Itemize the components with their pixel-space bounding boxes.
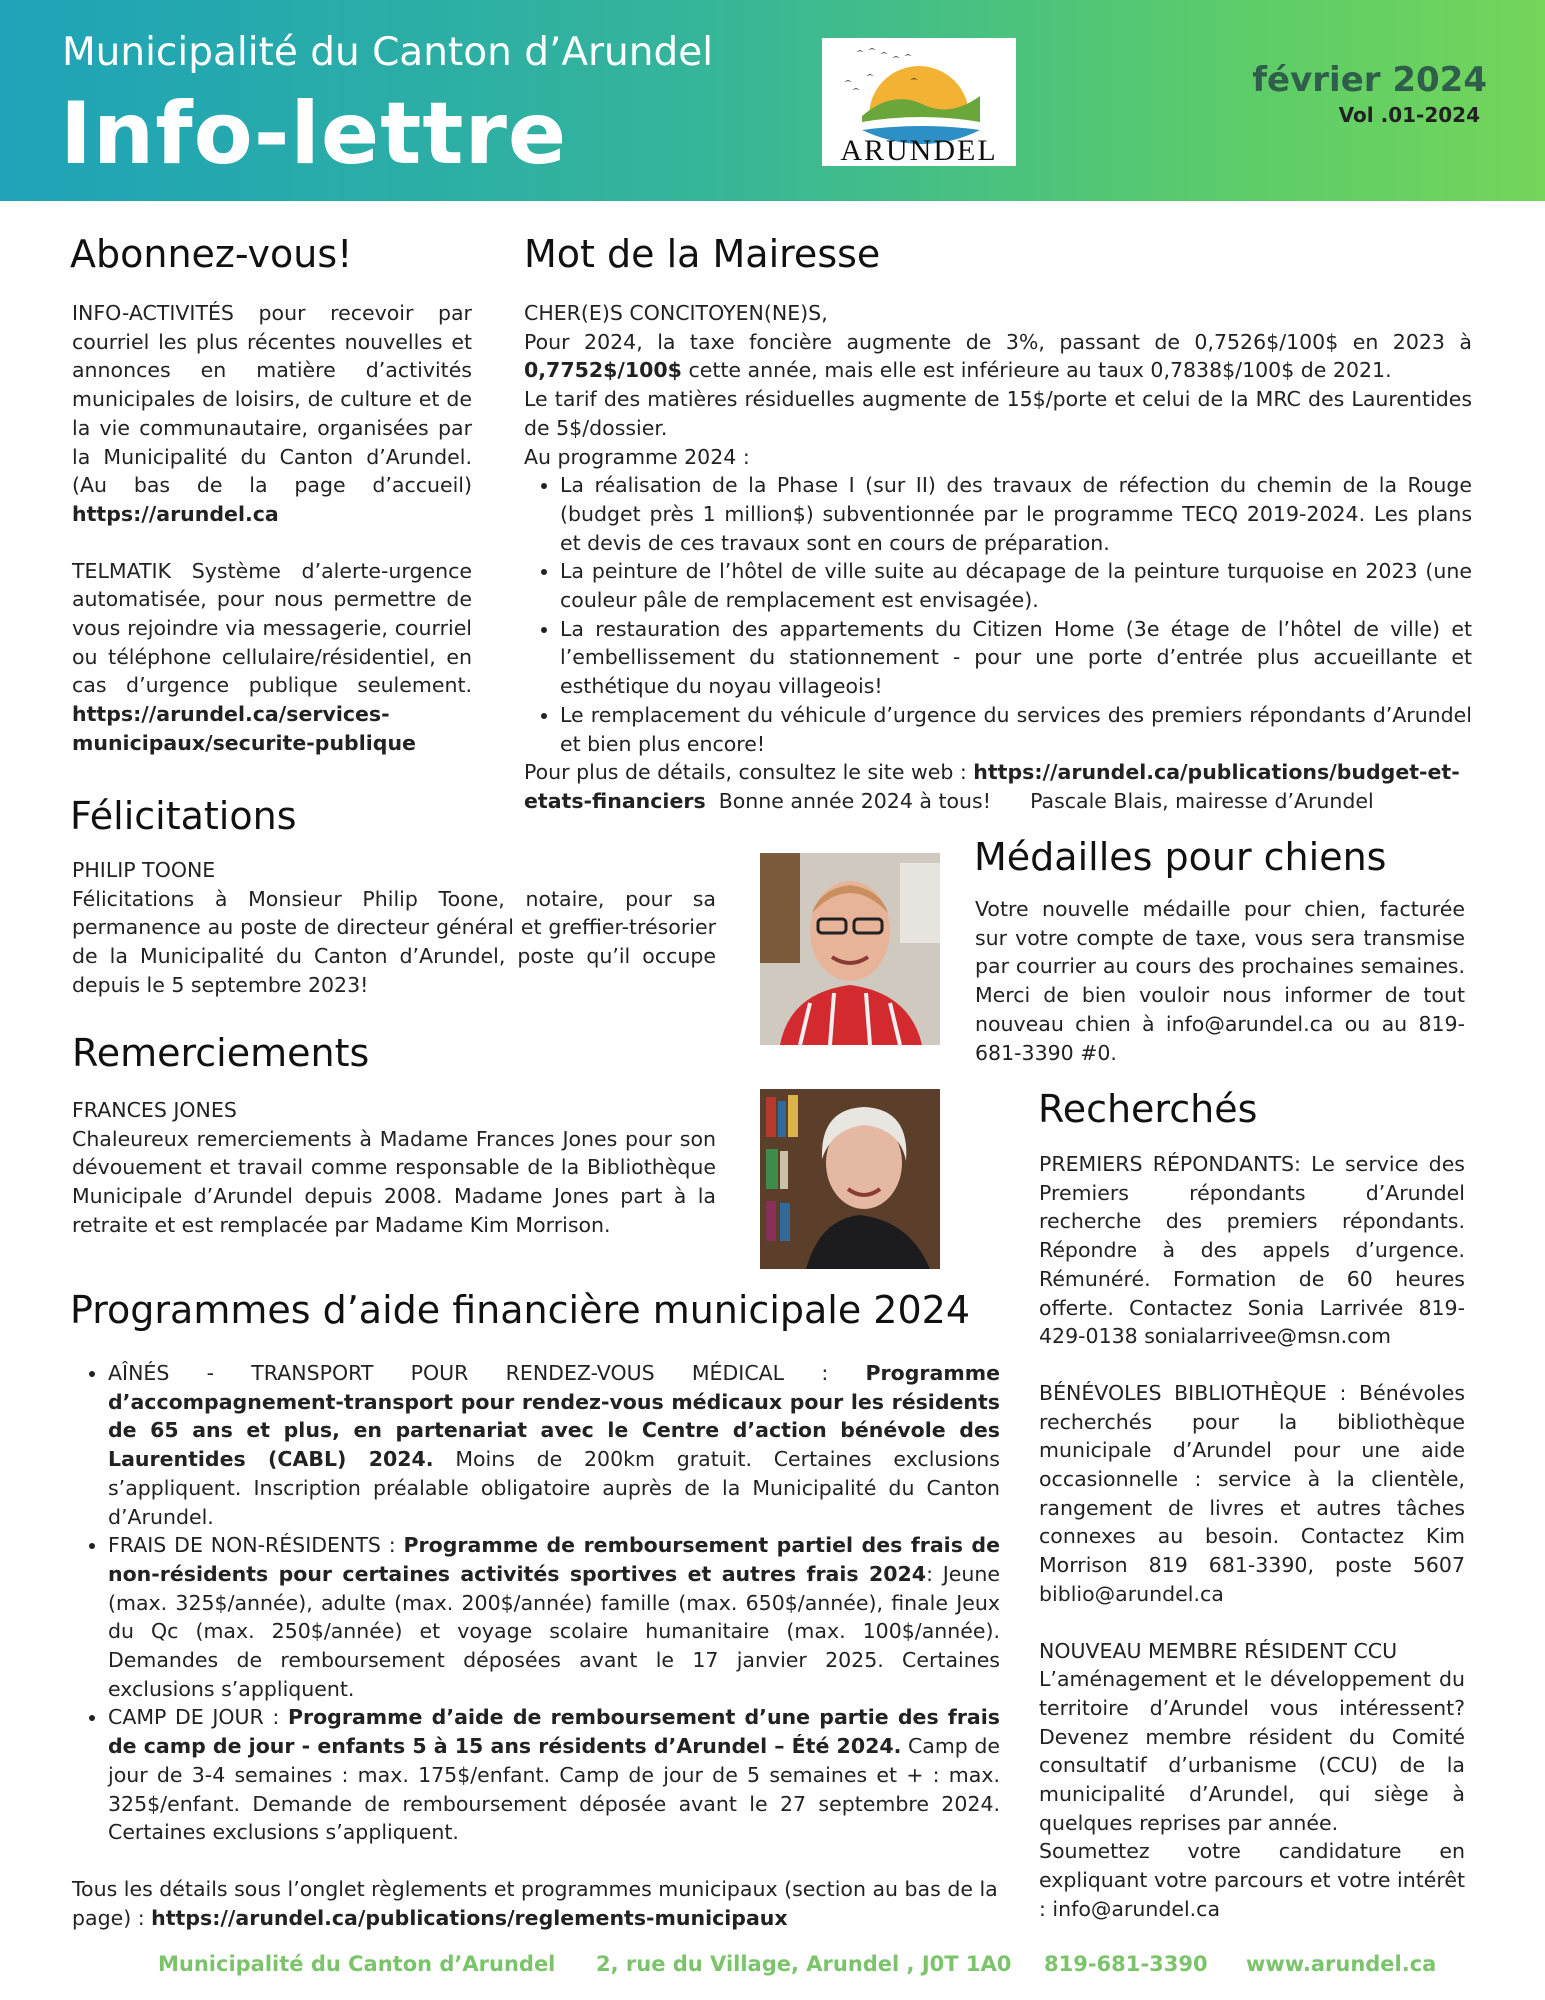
mayor-heading: Mot de la Mairesse bbox=[524, 232, 881, 276]
footer-website[interactable]: www.arundel.ca bbox=[1246, 1952, 1437, 1976]
mayor-residual-paragraph: Le tarif des matières résiduelles augmente de 15$/porte et celui de la MRC des Laurentides de 5$/dossier. bbox=[524, 387, 1472, 440]
logo-text: ARUNDEL bbox=[840, 134, 998, 166]
securite-publique-link[interactable]: https://arundel.ca/services-municipaux/securite-publique bbox=[72, 702, 416, 755]
congrats-section bbox=[72, 856, 716, 1000]
list-item: • La réalisation de la Phase I (sur II) des travaux de réfection du chemin de la Rouge (budget près 1 million$) subventionnée par le programme TECQ 2019-2024. Les plans et devis de ces travaux sont en cours de préparation. bbox=[560, 471, 1472, 557]
congrats-name: PHILIP TOONE bbox=[72, 858, 216, 882]
dogs-heading: Médailles pour chiens bbox=[974, 835, 1387, 879]
programs-section bbox=[72, 1359, 1000, 1932]
programs-heading: Programmes d’aide financière municipale 2024 bbox=[70, 1288, 971, 1332]
newsletter-title: Info-lettre bbox=[60, 84, 568, 184]
arundel-logo bbox=[822, 38, 1016, 166]
thanks-heading: Remerciements bbox=[72, 1031, 370, 1075]
list-item: • CAMP DE JOUR : Programme d’aide de remboursement d’une partie des frais de camp de jour - enfants 5 à 15 ans résidents d’Arundel – Été 2024. Camp de jour de 3-4 semaines : max. 175$/enfant. Camp de jour de 5 semaines et + : max. 325$/enfant. Demande de remboursement déposée avant le 27 septembre 2024. Certaines exclusions s’appliquent. bbox=[108, 1703, 1000, 1847]
list-item: • Le remplacement du véhicule d’urgence du services des premiers répondants d’Arundel et bien plus encore! bbox=[560, 701, 1472, 758]
library-volunteers-paragraph: BÉNÉVOLES BIBLIOTHÈQUE : Bénévoles recherchés pour la bibliothèque municipale d’Arundel pour une aide occasionnelle : service à la clientèle, rangement de livres et autres tâches connexes au besoin. Contactez Kim Morrison 819 681-3390, poste 5607 biblio@arundel.ca bbox=[1039, 1380, 1466, 1606]
mayor-section bbox=[524, 299, 1472, 816]
programs-note: Tous les détails sous l’onglet règlements et programmes municipaux (section au bas de la page) : https://arundel.ca/publications/reglements-municipaux bbox=[72, 1876, 998, 1930]
congrats-heading: Félicitations bbox=[70, 794, 297, 838]
subscribe-section bbox=[72, 299, 472, 758]
footer-address: 2, rue du Village, Arundel , J0T 1A0 bbox=[596, 1952, 1012, 1976]
list-item: • La restauration des appartements du Citizen Home (3e étage de l’hôtel de ville) et l’embellissement du stationnement - pour une porte d’entrée plus accueillante et esthétique du noyau villageois! bbox=[560, 615, 1472, 701]
info-activites-paragraph: INFO-ACTIVITÉS pour recevoir par courriel les plus récentes nouvelles et annonces en matière d’activités municipales de loisirs, de culture et de la vie communautaire, organisées par la Municipalité du Canton d’Arundel. (Au bas de la page d’accueil) https://arundel.ca bbox=[72, 301, 472, 526]
ccu-apply-text: Soumettez votre candidature en expliquant votre parcours et votre intérêt : info@arundel.ca bbox=[1039, 1839, 1465, 1921]
footer-phone: 819-681-3390 bbox=[1044, 1952, 1208, 1976]
logo-icon bbox=[822, 38, 1016, 166]
first-responders-paragraph: PREMIERS RÉPONDANTS: Le service des Premiers répondants d’Arundel recherche des premiers répondants. Répondre à des appels d’urgence. Rémunéré. Formation de 60 heures offerte. Contactez Sonia Larrivée 819-429-0138 sonialarrivee@msn.com bbox=[1039, 1152, 1465, 1349]
wanted-heading: Recherchés bbox=[1038, 1087, 1258, 1131]
first-responders-label: PREMIERS RÉPONDANTS: bbox=[1039, 1152, 1301, 1176]
arundel-link[interactable]: https://arundel.ca bbox=[72, 501, 279, 526]
budget-link[interactable]: https://arundel.ca/publications/budget-et-etats-financiers bbox=[524, 760, 1460, 813]
thanks-section bbox=[72, 1096, 716, 1240]
header-banner bbox=[0, 0, 1545, 201]
frances-jones-photo bbox=[760, 1089, 940, 1269]
mayor-program-intro: Au programme 2024 : bbox=[524, 444, 750, 469]
telmatik-label: TELMATIK bbox=[72, 558, 172, 583]
wanted-section bbox=[1039, 1150, 1465, 1924]
list-item: • FRAIS DE NON-RÉSIDENTS : Programme de remboursement partiel des frais de non-résidents pour certaines activités sportives et autres frais 2024: Jeune (max. 325$/année), adulte (max. 200$/année) famille (max. 650$/année), finale Jeux du Qc (max. 250$/année) et voyage scolaire humanitaire (max. 100$/année). Demandes de remboursement déposées avant le 17 janvier 2025. Certaines exclusions s’appliquent. bbox=[108, 1531, 1000, 1703]
library-volunteers-label: BÉNÉVOLES BIBLIOTHÈQUE bbox=[1039, 1380, 1327, 1405]
dogs-section bbox=[975, 895, 1465, 1067]
programs-list bbox=[72, 1359, 1000, 1847]
subscribe-heading: Abonnez-vous! bbox=[70, 232, 353, 276]
mayor-program-list bbox=[524, 471, 1472, 758]
thanks-text: Chaleureux remerciements à Madame Frances Jones pour son dévouement et travail comme responsable de la Bibliothèque Municipale d’Arundel depuis 2008. Madame Jones part à la retraite et est remplacée par Madame Kim Morrison. bbox=[72, 1126, 716, 1237]
info-activites-label: INFO-ACTIVITÉS bbox=[72, 301, 234, 325]
mayor-signature: Pascale Blais, mairesse d’Arundel bbox=[1030, 788, 1374, 813]
reglements-link[interactable]: https://arundel.ca/publications/reglements-municipaux bbox=[151, 1905, 788, 1930]
ccu-label: NOUVEAU MEMBRE RÉSIDENT CCU bbox=[1039, 1638, 1398, 1663]
list-item: • La peinture de l’hôtel de ville suite au décapage de la peinture turquoise en 2023 (une couleur pâle de remplacement est envisagée). bbox=[560, 557, 1472, 614]
dogs-text: Votre nouvelle médaille pour chien, facturée sur votre compte de taxe, vous sera transmise par courrier au cours des prochaines semaines. Merci de bien vouloir nous informer de tout nouveau chien à info@arundel.ca ou au 819-681-3390 #0. bbox=[975, 897, 1465, 1065]
footer-name: Municipalité du Canton d’Arundel bbox=[158, 1952, 556, 1976]
issue-volume: Vol .01-2024 bbox=[1338, 103, 1480, 127]
mayor-salutation: CHER(E)S CONCITOYEN(NE)S, bbox=[524, 301, 828, 325]
thanks-name: FRANCES JONES bbox=[72, 1098, 237, 1122]
telmatik-paragraph: TELMATIK Système d’alerte-urgence automatisée, pour nous permettre de vous rejoindre via messagerie, courriel ou téléphone cellulaire/résidentiel, en cas d’urgence publique seulement. https://arundel.ca/services-municipaux/securite-publique bbox=[72, 558, 472, 755]
ccu-text: L’aménagement et le développement du territoire d’Arundel vous intéressent? Devenez membre résident du Comité consultatif d’urbanisme (CCU) de la municipalité d’Arundel, qui siège à quelques reprises par année. bbox=[1039, 1667, 1465, 1835]
portrait-man-icon bbox=[760, 853, 940, 1045]
portrait-woman-icon bbox=[760, 1089, 940, 1269]
congrats-text: Félicitations à Monsieur Philip Toone, notaire, pour sa permanence au poste de directeur général et greffier-trésorier de la Municipalité du Canton d’Arundel, poste qu’il occupe depuis le 5 septembre 2023! bbox=[72, 886, 716, 997]
philip-toone-photo bbox=[760, 853, 940, 1045]
list-item: • AÎNÉS - TRANSPORT POUR RENDEZ-VOUS MÉDICAL : Programme d’accompagnement-transport pour rendez-vous médicaux pour les résidents de 65 ans et plus, en partenariat avec le Centre d’action bénévole des Laurentides (CABL) 2024. Moins de 200km gratuit. Certaines exclusions s’appliquent. Inscription préalable obligatoire auprès de la Municipalité du Canton d’Arundel. bbox=[108, 1359, 1000, 1531]
mayor-tax-paragraph: Pour 2024, la taxe foncière augmente de 3%, passant de 0,7526$/100$ en 2023 à 0,7752$/100$ cette année, mais elle est inférieure au taux 0,7838$/100$ de 2021. bbox=[524, 329, 1472, 383]
mayor-closing: Pour plus de détails, consultez le site web : https://arundel.ca/publications/budget-et-etats-financiers Bonne année 2024 à tous! Pascale Blais, mairesse d’Arundel bbox=[524, 760, 1460, 813]
issue-month: février 2024 bbox=[1252, 60, 1487, 100]
municipality-name: Municipalité du Canton d’Arundel bbox=[62, 30, 714, 75]
